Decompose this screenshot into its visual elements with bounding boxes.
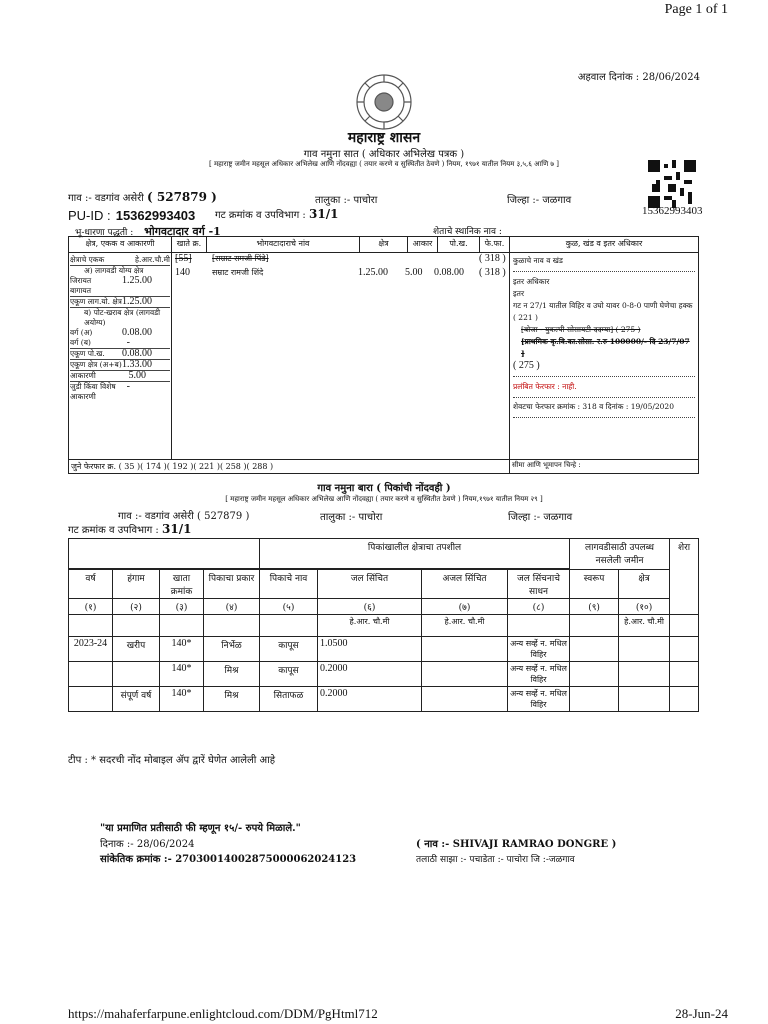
area-row: क्षेत्राचे एकक हे.आर.चौ.मी bbox=[70, 255, 170, 265]
unit-uncult: हे.आर. चौ.मी bbox=[619, 615, 670, 637]
itar: इतर bbox=[513, 289, 525, 299]
pending-mutations: प्रलंबित फेरफार : नाही. bbox=[513, 382, 577, 392]
form7-subtitle: [ महाराष्ट्र जमीन महसूल अधिकार अभिलेख आणि नोंदवह्या ( तयार करणे व सुस्थितीत ठेवणे ) नियम, १९७१ यातील नियम ३,५,६ आणि ७ ] bbox=[208, 160, 559, 168]
unit-non-irrigated: हे.आर. चौ.मी bbox=[422, 615, 508, 637]
col-remark: शेरा bbox=[670, 539, 699, 615]
col-season: हंगाम bbox=[113, 570, 160, 599]
gat-note: गट न 27/1 यातील विहिर व उघो यावर 0-8-0 पाणी घेणेचा हक्क ( 221 ) bbox=[513, 301, 693, 323]
area-row: जुडी किंवा विशेष आकारणी - bbox=[70, 381, 130, 402]
col-irrigated: जल सिंचित bbox=[318, 570, 422, 599]
col-akar: आकार bbox=[408, 237, 438, 253]
form12-title: गाव नमुना बारा ( पिकांची नोंदवही ) bbox=[317, 483, 451, 494]
page-number: Page 1 of 1 bbox=[664, 2, 728, 17]
qr-code-icon bbox=[648, 160, 696, 208]
area-row: जिरायत 1.25.00 bbox=[70, 275, 152, 287]
area-row: एकूण क्षेत्र (अ+ब) 1.33.00 bbox=[70, 360, 170, 371]
loan-ref: ( 275 ) bbox=[513, 360, 540, 372]
area-row: ब) पोट-खराब क्षेत्र (लागवडी अयोग्य) bbox=[84, 308, 161, 328]
owner-row: 140 सम्राट रामजी शिंदे 1.25.00 5.00 0.08.00 ( 318 ) bbox=[175, 267, 506, 279]
cert-date: दिनाक :- 28/06/2024 bbox=[100, 839, 195, 850]
kul-label: कुळाचे नाव व खंड bbox=[513, 256, 563, 266]
gat-line bbox=[215, 207, 338, 221]
state-emblem-icon bbox=[354, 72, 414, 132]
uncultivable-group: लागवडीसाठी उपलब्ध नसलेली जमीन bbox=[570, 539, 670, 570]
area-details-cell bbox=[69, 253, 172, 460]
report-date: अहवाल दिनांक : 28/06/2024 bbox=[577, 72, 700, 83]
crop-area-group: पिकांखालील क्षेत्राचा तपशील bbox=[260, 539, 570, 569]
col-area: क्षेत्र bbox=[360, 237, 408, 253]
talathi-name: ( नाव :- SHIVAJI RAMRAO DONGRE ) bbox=[416, 839, 617, 850]
form12-gat: गट क्रमांक व उपविभाग : 31/1 bbox=[68, 522, 192, 536]
footer-url[interactable]: https://mahaferfarpune.enlightcloud.com/DDM/PgHtml712 bbox=[68, 1006, 378, 1021]
owner-row-struck: [55] [सम्राट रामजी पिंडे] ( 318 ) bbox=[175, 253, 506, 265]
col-rights: कुळ, खंड व इतर अधिकार bbox=[510, 237, 699, 253]
pu-line bbox=[68, 205, 195, 224]
col-irrigation-source: जल सिंचनाचे साधन bbox=[508, 570, 570, 599]
village-code: ( 527879 ) bbox=[147, 190, 217, 204]
area-row: एकूण पो.ख. 0.08.00 bbox=[70, 349, 170, 360]
area-row: वर्ग (ब) - bbox=[70, 338, 170, 349]
cert-code: सांकेतिक क्रमांक :- 27030014002875000062024123 bbox=[100, 854, 357, 865]
owners-cell bbox=[172, 253, 510, 460]
form12-table: पिकांखालील क्षेत्राचा तपशील लागवडीसाठी उपलब्ध नसलेली जमीन शेरा वर्ष हंगाम खाता क्रमांक पिकाचा प्रकार पिकाचे नाव जल सिंचित अजल सिंचित जल सिंचनाचे साधन स्वरूप क्षेत्र (१) (२) (३) (४) (५) (६) (७) (८) (९) (१०) हे.आर. चौ.मी हे.आर. चौ.मी हे.आर. चौ.मी 2023-24 खरीप 140* निर्भेळ कापूस 1.0500 अन्य सर्व्हे न. मधिल विहिर 140* मिश्र कापूस 0.2000 अन्य सर्व्हे न. मधिल विहिर संपूर्ण वर्ष 140* मिश्र सिताफळ 0.2000 अन्य सर्व्हे न. मधिल विहिर bbox=[68, 538, 699, 712]
col-area-unit: क्षेत्र, एकक व आकारणी bbox=[69, 237, 172, 253]
col-nature: स्वरूप bbox=[570, 570, 619, 599]
boundary-marks: सीमा आणि भूमापन चिन्हे : bbox=[510, 459, 699, 473]
area-row: एकूण लाग.यो. क्षेत्र 1.25.00 bbox=[70, 297, 170, 308]
rights-cell bbox=[510, 253, 699, 460]
gat-value: 31/1 bbox=[309, 207, 339, 221]
fee-line: "या प्रमाणित प्रतीसाठी फी म्हणून १५/- रुपये मिळाले." bbox=[100, 823, 301, 834]
old-mutations: जुने फेरफार क्र. ( 35 )( 174 )( 192 )( 221 )( 258 )( 288 ) bbox=[69, 459, 510, 473]
form7-title: गाव नमुना सात ( अधिकार अभिलेख पत्रक ) bbox=[303, 149, 465, 160]
table-row: 140* मिश्र कापूस 0.2000 अन्य सर्व्हे न. मधिल विहिर bbox=[69, 662, 699, 687]
table-row: संपूर्ण वर्ष 140* मिश्र सिताफळ 0.2000 अन्य सर्व्हे न. मधिल विहिर bbox=[69, 687, 699, 712]
holding-method-value: भोगवटादार वर्ग -1 bbox=[144, 225, 221, 238]
unit-irrigated: हे.आर. चौ.मी bbox=[318, 615, 422, 637]
footer-date: 28-Jun-24 bbox=[675, 1006, 728, 1021]
village-line bbox=[68, 190, 217, 204]
col-khata: खाते क्र. bbox=[172, 237, 207, 253]
form7-table bbox=[68, 236, 699, 474]
col-year: वर्ष bbox=[69, 570, 113, 599]
loan-note: [प्राथमिक कृ.वि.का.सोसा. र.रु 100000/- दि 23/7/07 ] bbox=[521, 337, 690, 359]
col-crop-name: पिकाचे नाव bbox=[260, 570, 318, 599]
village-label: गाव :- वडगांव असेरी bbox=[68, 193, 144, 204]
talathi-office: तलाठी साझा :- पचाडेता :- पाचोरा जि :-जळगाव bbox=[416, 855, 575, 865]
col-owner-name: भोगवटादाराचे नांव bbox=[207, 237, 360, 253]
qr-number: 15362993403 bbox=[642, 205, 703, 217]
table-row: 2023-24 खरीप 140* निर्भेळ कापूस 1.0500 अन्य सर्व्हे न. मधिल विहिर bbox=[69, 637, 699, 662]
mobile-app-note: टीप : * सदरची नोंद मोबाइल ॲप द्वारें घेणेत आलेली आहे bbox=[68, 755, 276, 766]
bank-note: [बोजा - युकल्पी सोसायटी-ददम्या] ( 275 ) bbox=[521, 325, 641, 335]
holding-method-label: भू-धारणा पद्धती : bbox=[75, 228, 134, 238]
area-row: बागायत bbox=[70, 286, 170, 297]
form12-village: गाव :- वडगांव असेरी ( 527879 ) bbox=[118, 511, 250, 522]
local-name: शेताचे स्थानिक नाव : bbox=[433, 227, 502, 237]
col-pokh: पो.ख. bbox=[438, 237, 480, 253]
col-khata-no: खाता क्रमांक bbox=[160, 570, 204, 599]
area-row: अ) लागवडी योग्य क्षेत्र bbox=[84, 266, 144, 276]
col-crop-type: पिकाचा प्रकार bbox=[204, 570, 260, 599]
col-uncult-area: क्षेत्र bbox=[619, 570, 670, 599]
gov-title: महाराष्ट्र शासन bbox=[347, 130, 421, 146]
area-row: आकारणी 5.00 bbox=[70, 371, 170, 382]
col-non-irrigated: अजल सिंचित bbox=[422, 570, 508, 599]
form12-district: जिल्हा :- जळगाव bbox=[508, 512, 573, 523]
pu-label: PU-ID : bbox=[68, 208, 111, 223]
other-rights-label: इतर अधिकार bbox=[513, 277, 550, 287]
taluka: तालुका :- पाचोरा bbox=[315, 195, 378, 206]
gat-label: गट क्रमांक व उपविभाग : bbox=[215, 210, 306, 221]
form12-taluka: तालुका :- पाचोरा bbox=[320, 512, 383, 523]
district: जिल्हा :- जळगाव bbox=[507, 195, 572, 206]
pu-value: 15362993403 bbox=[115, 208, 196, 223]
area-row: वर्ग (अ) 0.08.00 bbox=[70, 327, 152, 339]
last-mutation: शेवटचा फेरफार क्रमांक : 318 व दिनांक : 19/05/2020 bbox=[513, 402, 674, 412]
col-fefa: फे.फा. bbox=[480, 237, 510, 253]
form12-subtitle: [ महाराष्ट्र जमीन महसूल अधिकार अभिलेख आणि नोंदवह्या ( तयार करणे व सुस्थितीत ठेवणे ) नियम,१९७१ यातील नियम २९ ] bbox=[225, 495, 543, 503]
